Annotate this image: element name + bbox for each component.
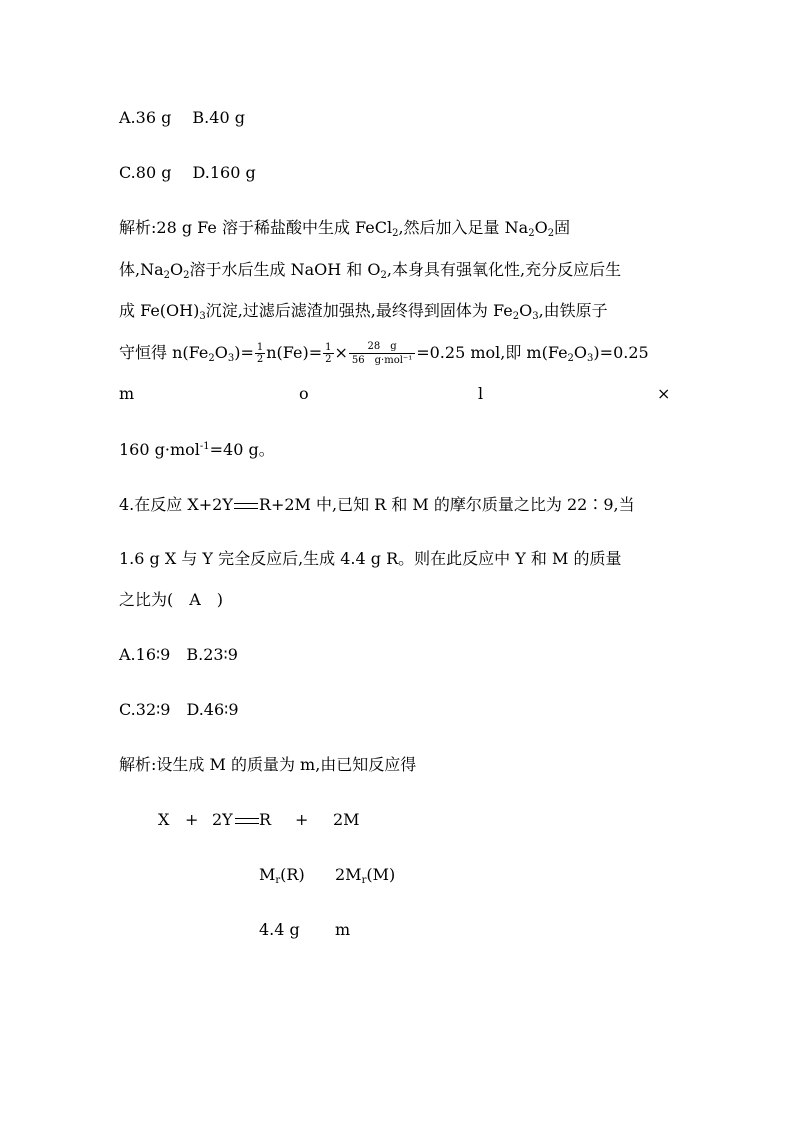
text: 溶于水后生成 NaOH 和 O	[189, 260, 381, 279]
text: O	[519, 301, 533, 320]
subscript: 2	[183, 270, 190, 281]
spread-letter-l: l	[478, 384, 484, 403]
text: =40 g。	[209, 440, 275, 459]
subscript: 2	[547, 228, 555, 239]
q3-solution-line-2	[119, 260, 621, 280]
text: 2M	[335, 865, 362, 884]
q4-stem-line-1	[119, 495, 635, 515]
text: ,本身具有强氧化性,充分反应后生	[386, 260, 622, 279]
text: 沉淀,过滤后滤渣加强热,最终得到固体为 Fe	[205, 301, 513, 320]
text: O	[170, 260, 184, 279]
fraction-denominator: 2	[256, 354, 264, 365]
equals-arrow-icon	[235, 818, 259, 824]
mass-m: m	[335, 920, 351, 939]
text: ,然后加入足量 Na	[398, 218, 529, 237]
q4-stem-line-2: 1.6 g X 与 Y 完全反应后,生成 4.4 g R。则在此反应中 Y 和 M 的质量	[119, 549, 622, 568]
fraction-numerator: 28 g	[349, 340, 415, 354]
subscript: r	[361, 875, 367, 886]
fraction-numerator: 1	[325, 342, 332, 353]
subscript: 3	[532, 311, 539, 322]
text: 固	[554, 218, 571, 237]
molar-mass-r	[259, 865, 305, 885]
plus-sign: +	[185, 810, 199, 829]
spread-letter-m: m	[119, 384, 135, 403]
q4-options-row-1: A.16∶9 B.23∶9	[119, 645, 238, 664]
product-2m: 2M	[333, 810, 360, 829]
subscript: 3	[199, 311, 206, 322]
subscript: 2	[380, 270, 387, 281]
spread-letter-o: o	[299, 384, 309, 403]
text: 160 g·mol	[119, 440, 200, 459]
molar-mass-m	[335, 865, 395, 885]
fraction-denominator: 56 g·mol⁻¹	[351, 355, 413, 366]
reactant-2y: 2Y	[212, 810, 233, 829]
text: 4.在反应 X+2Y	[119, 495, 233, 514]
reactant-x: X	[158, 810, 170, 829]
text: 守恒得 n(Fe	[119, 343, 209, 362]
q3-solution-line-6	[119, 440, 275, 460]
subscript: 2	[392, 228, 399, 239]
text: ,由铁原子	[538, 301, 608, 320]
fraction-one-half	[323, 342, 333, 365]
text: 解析:28 g Fe 溶于稀盐酸中生成 FeCl	[119, 218, 393, 237]
text: O	[573, 343, 588, 362]
text: )=	[234, 343, 254, 362]
product-r: R	[259, 810, 272, 829]
q4-solution-intro: 解析:设生成 M 的质量为 m,由已知反应得	[119, 755, 417, 774]
subscript: 2	[528, 228, 535, 239]
equals-arrow-icon	[234, 503, 258, 509]
subscript: 2	[567, 353, 574, 364]
q3-options-row-1: A.36 g B.40 g	[119, 108, 245, 127]
subscript: 2	[512, 311, 520, 322]
subscript: 3	[227, 353, 235, 364]
mass-r: 4.4 g	[259, 920, 300, 939]
q4-options-row-2: C.32∶9 D.46∶9	[119, 700, 239, 719]
subscript: r	[275, 875, 281, 886]
text: (R)	[280, 865, 305, 884]
subscript: 3	[587, 353, 594, 364]
text: =0.25 mol,即 m(Fe	[416, 343, 568, 362]
text: 成 Fe(OH)	[119, 301, 200, 320]
text: M	[259, 865, 276, 884]
plus-sign: +	[295, 810, 309, 829]
subscript: 2	[208, 353, 215, 364]
q3-options-row-2: C.80 g D.160 g	[119, 163, 256, 182]
subscript: 2	[163, 270, 171, 281]
text: n(Fe)=	[266, 343, 323, 362]
spread-times-sign: ×	[657, 384, 671, 403]
q3-solution-line-1	[119, 218, 570, 238]
text: R+2M 中,已知 R 和 M 的摩尔质量之比为 22∶9,当	[258, 495, 635, 514]
times-sign: ×	[334, 343, 348, 362]
fraction-one-half	[255, 342, 265, 365]
fraction-mass-over-molar-mass	[349, 340, 415, 367]
text: O	[534, 218, 548, 237]
fraction-numerator: 1	[256, 342, 264, 353]
text: O	[214, 343, 228, 362]
fraction-denominator: 2	[325, 354, 332, 365]
text: )=0.25	[593, 343, 649, 362]
q3-solution-line-3	[119, 301, 608, 321]
text: 体,Na	[119, 260, 164, 279]
q4-stem-line-3: 之比为( A )	[119, 590, 224, 609]
q3-solution-line-4	[119, 340, 649, 367]
text: (M)	[366, 865, 396, 884]
superscript: -1	[199, 441, 210, 452]
